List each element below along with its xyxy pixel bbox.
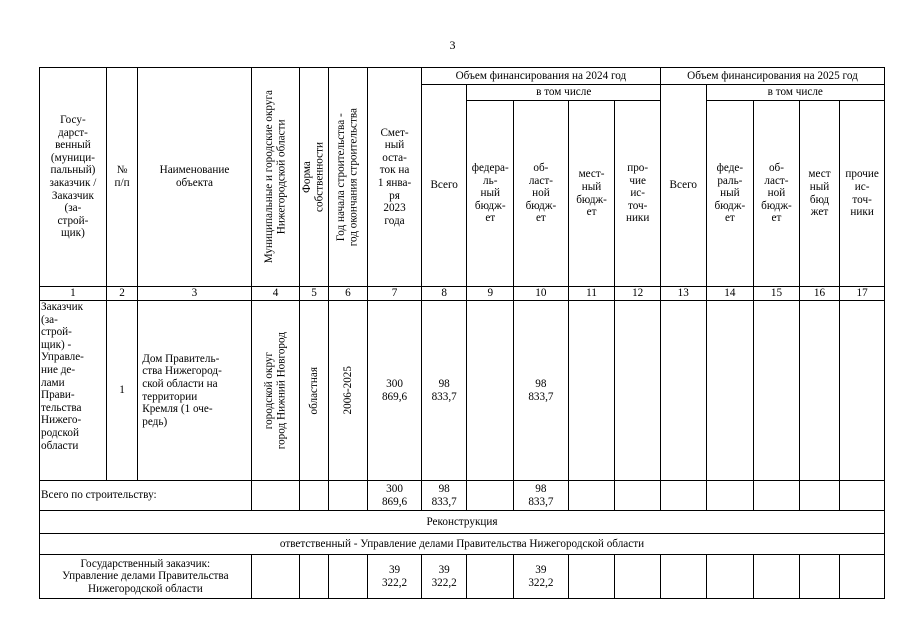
row-estimate: 300 869,6 bbox=[368, 301, 422, 481]
row-num: 1 bbox=[106, 301, 137, 481]
column-number: 10 bbox=[514, 287, 569, 301]
financing-table bbox=[39, 67, 885, 599]
table-row bbox=[40, 481, 885, 511]
column-number: 9 bbox=[467, 287, 514, 301]
state-total-2024: 39 322,2 bbox=[421, 555, 467, 599]
header-object-name: Наименование объекта bbox=[138, 68, 251, 287]
header-ownership: Форма собственности bbox=[300, 68, 328, 287]
total-estimate: 300 869,6 bbox=[368, 481, 422, 511]
header-other-2025: прочие ис- точ- ники bbox=[840, 101, 885, 287]
responsible-line: ответственный - Управление делами Правительства Нижегородской области bbox=[40, 534, 885, 555]
column-number: 3 bbox=[138, 287, 251, 301]
state-customer-label: Государственный заказчик: Управление делами Правительства Нижегородской области bbox=[40, 555, 252, 599]
page-number: 3 bbox=[449, 38, 456, 52]
header-other-2024: про- чие ис- точ- ники bbox=[615, 101, 661, 287]
column-number: 17 bbox=[840, 287, 885, 301]
header-years: Год начала строительства - год окончания строительства bbox=[328, 68, 368, 287]
column-number: 11 bbox=[568, 287, 615, 301]
column-number: 16 bbox=[799, 287, 840, 301]
row-federal-2025 bbox=[706, 301, 754, 481]
total-regional-2024: 98 833,7 bbox=[514, 481, 569, 511]
row-municipality: городской округ город Нижний Новгород bbox=[251, 301, 300, 481]
row-ownership: областная bbox=[300, 301, 328, 481]
row-regional-2024: 98 833,7 bbox=[514, 301, 569, 481]
header-funding-2024: Объем финансирования на 2024 год bbox=[421, 68, 660, 85]
column-number: 13 bbox=[660, 287, 706, 301]
column-number: 12 bbox=[615, 287, 661, 301]
header-regional-2024: об- ласт- ной бюдж- ет bbox=[514, 101, 569, 287]
header-local-2025: мест ный бюд жет bbox=[799, 101, 840, 287]
total-construction-label: Всего по строительству: bbox=[40, 481, 252, 511]
row-years: 2006-2025 bbox=[328, 301, 368, 481]
column-number: 2 bbox=[106, 287, 137, 301]
row-other-2024 bbox=[615, 301, 661, 481]
row-local-2024 bbox=[568, 301, 615, 481]
column-number: 8 bbox=[421, 287, 467, 301]
state-estimate: 39 322,2 bbox=[368, 555, 422, 599]
header-federal-2025: феде- раль- ный бюдж- ет bbox=[706, 101, 754, 287]
header-regional-2025: об- ласт- ной бюдж- ет bbox=[754, 101, 800, 287]
column-number: 4 bbox=[251, 287, 300, 301]
header-total-2024: Всего bbox=[421, 85, 467, 287]
column-number: 15 bbox=[754, 287, 800, 301]
header-funding-2025: Объем финансирования на 2025 год bbox=[660, 68, 884, 85]
row-object-name: Дом Правитель- ства Нижегород- ской области на территории Кремля (1 оче- редь) bbox=[138, 301, 251, 481]
row-total-2025 bbox=[660, 301, 706, 481]
header-customer: Госу- дарст- венный (муници- пальный) заказчик / Заказчик (за- строй- щик) bbox=[40, 68, 107, 287]
section-reconstruction: Реконструкция bbox=[40, 511, 885, 534]
header-including-2024: в том числе bbox=[467, 85, 661, 101]
header-municipality: Муниципальные и городские округа Нижегородской области bbox=[251, 68, 300, 287]
header-local-2024: мест- ный бюдж- ет bbox=[568, 101, 615, 287]
column-number: 5 bbox=[300, 287, 328, 301]
header-federal-2024: федера- ль- ный бюдж- ет bbox=[467, 101, 514, 287]
row-customer: Заказчик (за- строй- щик) - Управле- ние де- лами Прави- тельства Нижего- родской области bbox=[40, 301, 107, 481]
column-number: 1 bbox=[40, 287, 107, 301]
row-other-2025 bbox=[840, 301, 885, 481]
row-local-2025 bbox=[799, 301, 840, 481]
row-federal-2024 bbox=[467, 301, 514, 481]
state-regional-2024: 39 322,2 bbox=[514, 555, 569, 599]
header-including-2025: в том числе bbox=[706, 85, 884, 101]
row-total-2024: 98 833,7 bbox=[421, 301, 467, 481]
header-total-2025: Всего bbox=[660, 85, 706, 287]
table-row bbox=[40, 301, 885, 481]
column-number: 6 bbox=[328, 287, 368, 301]
header-num: № п/п bbox=[106, 68, 137, 287]
column-number: 7 bbox=[368, 287, 422, 301]
total-2024: 98 833,7 bbox=[421, 481, 467, 511]
row-regional-2025 bbox=[754, 301, 800, 481]
table-row bbox=[40, 555, 885, 599]
column-number: 14 bbox=[706, 287, 754, 301]
column-number-row bbox=[40, 287, 885, 301]
header-estimate: Смет- ный оста- ток на 1 янва- ря 2023 года bbox=[368, 68, 422, 287]
